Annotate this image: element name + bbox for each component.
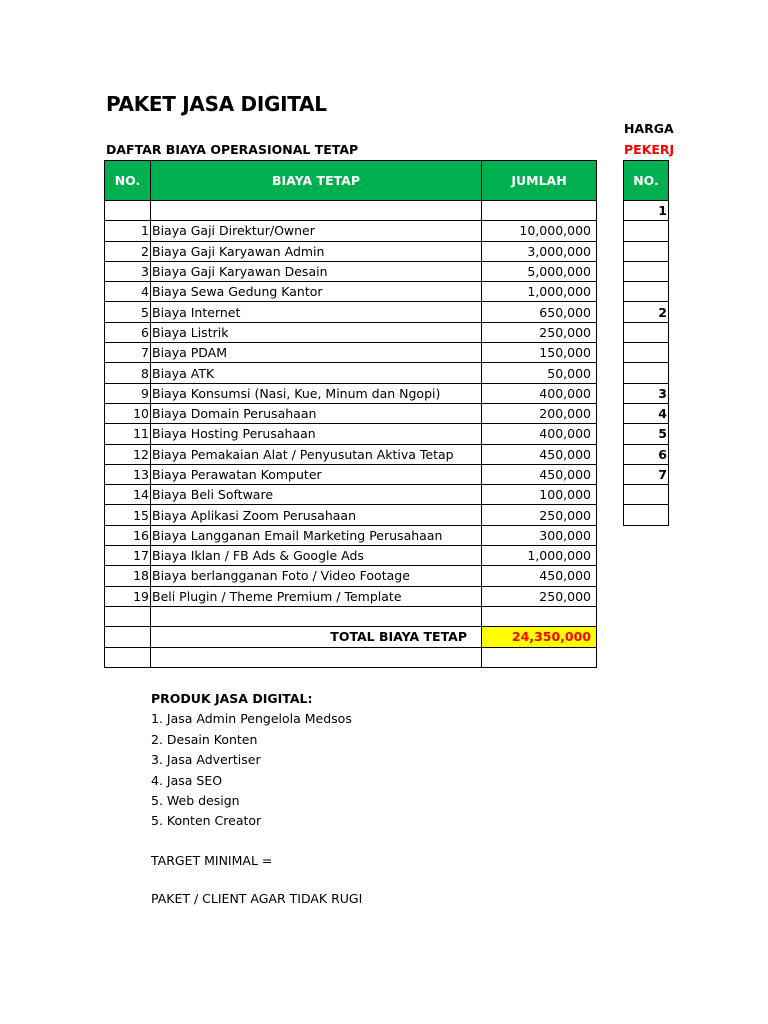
table-row (105, 261, 597, 281)
table-row (105, 343, 597, 363)
blank-cell (151, 606, 482, 626)
table-row (105, 586, 597, 606)
row-amount: 450,000 (482, 444, 597, 464)
blank-cell (482, 606, 597, 626)
side-table-row (624, 424, 669, 444)
side-header-row (624, 161, 669, 201)
row-amount: 650,000 (482, 302, 597, 322)
paket-client-text: PAKET / CLIENT AGAR TIDAK RUGI (151, 891, 363, 906)
table-row (105, 546, 597, 566)
table-row (105, 403, 597, 423)
row-amount: 250,000 (482, 322, 597, 342)
side-table-row (624, 464, 669, 484)
blank-cell (151, 647, 482, 667)
side-row-number (624, 221, 669, 241)
side-row-number (624, 282, 669, 302)
row-description: Biaya Beli Software (151, 485, 482, 505)
row-amount: 150,000 (482, 343, 597, 363)
row-number: 9 (105, 383, 151, 403)
row-number: 10 (105, 403, 151, 423)
row-amount: 1,000,000 (482, 546, 597, 566)
blank-cell (482, 647, 597, 667)
table-header-row (105, 161, 597, 201)
row-number: 16 (105, 525, 151, 545)
side-row-number (624, 485, 669, 505)
side-number-table (623, 160, 669, 526)
total-value: 24,350,000 (482, 627, 597, 647)
row-description: Biaya Listrik (151, 322, 482, 342)
side-row-number (624, 261, 669, 281)
row-number: 4 (105, 282, 151, 302)
table-row (105, 444, 597, 464)
table-row (105, 485, 597, 505)
row-amount: 100,000 (482, 485, 597, 505)
total-label: TOTAL BIAYA TETAP (151, 627, 482, 647)
side-row-number (624, 363, 669, 383)
side-table-row (624, 505, 669, 525)
side-row-number: 5 (624, 424, 669, 444)
side-row-number (624, 505, 669, 525)
table-row (105, 505, 597, 525)
product-list (151, 689, 352, 832)
blank-cell (105, 647, 151, 667)
row-number: 6 (105, 322, 151, 342)
header-biaya-tetap: BIAYA TETAP (151, 161, 482, 201)
row-description: Biaya Domain Perusahaan (151, 403, 482, 423)
side-header-no: NO. (624, 161, 669, 201)
row-number: 14 (105, 485, 151, 505)
table-row-blank (105, 606, 597, 626)
side-row-number: 7 (624, 464, 669, 484)
row-amount: 10,000,000 (482, 221, 597, 241)
product-item: 5. Web design (151, 793, 240, 809)
table-row (105, 241, 597, 261)
side-table-row (624, 343, 669, 363)
row-number: 13 (105, 464, 151, 484)
table-row (105, 322, 597, 342)
row-description: Biaya Aplikasi Zoom Perusahaan (151, 505, 482, 525)
side-row-number (624, 343, 669, 363)
row-number: 1 (105, 221, 151, 241)
table-row (105, 282, 597, 302)
row-number: 5 (105, 302, 151, 322)
row-amount: 400,000 (482, 383, 597, 403)
blank-cell (105, 627, 151, 647)
row-description: Biaya Pemakaian Alat / Penyusutan Aktiva Tetap (151, 444, 482, 464)
row-amount: 450,000 (482, 464, 597, 484)
side-table-row (624, 403, 669, 423)
row-description: Biaya Perawatan Komputer (151, 464, 482, 484)
row-description: Biaya berlangganan Foto / Video Footage (151, 566, 482, 586)
side-row-number: 6 (624, 444, 669, 464)
side-table-row (624, 221, 669, 241)
row-amount: 5,000,000 (482, 261, 597, 281)
blank-cell (105, 201, 151, 221)
side-row-number: 4 (624, 403, 669, 423)
total-row (105, 627, 597, 647)
product-item: 1. Jasa Admin Pengelola Medsos (151, 711, 352, 727)
row-description: Biaya Langganan Email Marketing Perusahaan (151, 525, 482, 545)
row-amount: 50,000 (482, 363, 597, 383)
side-row-number (624, 241, 669, 261)
row-description: Biaya Sewa Gedung Kantor (151, 282, 482, 302)
row-number: 12 (105, 444, 151, 464)
table-row (105, 302, 597, 322)
table-row (105, 383, 597, 403)
target-minimal-text: TARGET MINIMAL = (151, 853, 273, 868)
side-table-row (624, 363, 669, 383)
table-row-blank (105, 647, 597, 667)
row-amount: 250,000 (482, 505, 597, 525)
row-number: 3 (105, 261, 151, 281)
table-row (105, 464, 597, 484)
side-table-row (624, 383, 669, 403)
side-header-harga: HARGA (624, 121, 674, 136)
row-description: Biaya Iklan / FB Ads & Google Ads (151, 546, 482, 566)
row-description: Biaya Gaji Direktur/Owner (151, 221, 482, 241)
blank-cell (105, 606, 151, 626)
side-table-row (624, 485, 669, 505)
row-number: 11 (105, 424, 151, 444)
row-description: Biaya Internet (151, 302, 482, 322)
row-description: Beli Plugin / Theme Premium / Template (151, 586, 482, 606)
header-no: NO. (105, 161, 151, 201)
row-description: Biaya PDAM (151, 343, 482, 363)
row-amount: 200,000 (482, 403, 597, 423)
row-amount: 450,000 (482, 566, 597, 586)
row-number: 17 (105, 546, 151, 566)
side-row-number: 1 (624, 201, 669, 221)
row-number: 19 (105, 586, 151, 606)
side-table-row (624, 201, 669, 221)
row-amount: 1,000,000 (482, 282, 597, 302)
product-item: 5. Konten Creator (151, 813, 262, 829)
row-description: Biaya Konsumsi (Nasi, Kue, Minum dan Ngopi) (151, 383, 482, 403)
table-row (105, 566, 597, 586)
side-table-row (624, 302, 669, 322)
section-title: DAFTAR BIAYA OPERASIONAL TETAP (106, 142, 359, 157)
side-header-pekerjaan: PEKERJ (624, 142, 675, 157)
side-table-row (624, 241, 669, 261)
side-table-row (624, 444, 669, 464)
blank-cell (482, 201, 597, 221)
product-item: 2. Desain Konten (151, 731, 258, 747)
side-table-row (624, 322, 669, 342)
row-amount: 3,000,000 (482, 241, 597, 261)
table-row (105, 221, 597, 241)
table-row (105, 525, 597, 545)
row-number: 2 (105, 241, 151, 261)
product-item: 4. Jasa SEO (151, 772, 223, 788)
product-item: 3. Jasa Advertiser (151, 752, 261, 768)
row-description: Biaya Gaji Karyawan Admin (151, 241, 482, 261)
row-number: 8 (105, 363, 151, 383)
table-row (105, 363, 597, 383)
page-title: PAKET JASA DIGITAL (106, 92, 327, 116)
side-table-row (624, 282, 669, 302)
row-amount: 300,000 (482, 525, 597, 545)
row-number: 7 (105, 343, 151, 363)
row-number: 18 (105, 566, 151, 586)
table-row-blank (105, 201, 597, 221)
side-row-number: 2 (624, 302, 669, 322)
product-list-heading: PRODUK JASA DIGITAL: (151, 691, 313, 706)
row-description: Biaya Hosting Perusahaan (151, 424, 482, 444)
row-description: Biaya ATK (151, 363, 482, 383)
header-jumlah: JUMLAH (482, 161, 597, 201)
row-amount: 250,000 (482, 586, 597, 606)
side-table-row (624, 261, 669, 281)
row-number: 15 (105, 505, 151, 525)
row-amount: 400,000 (482, 424, 597, 444)
blank-cell (151, 201, 482, 221)
side-row-number (624, 322, 669, 342)
side-row-number: 3 (624, 383, 669, 403)
row-description: Biaya Gaji Karyawan Desain (151, 261, 482, 281)
table-row (105, 424, 597, 444)
fixed-cost-table (104, 160, 597, 668)
